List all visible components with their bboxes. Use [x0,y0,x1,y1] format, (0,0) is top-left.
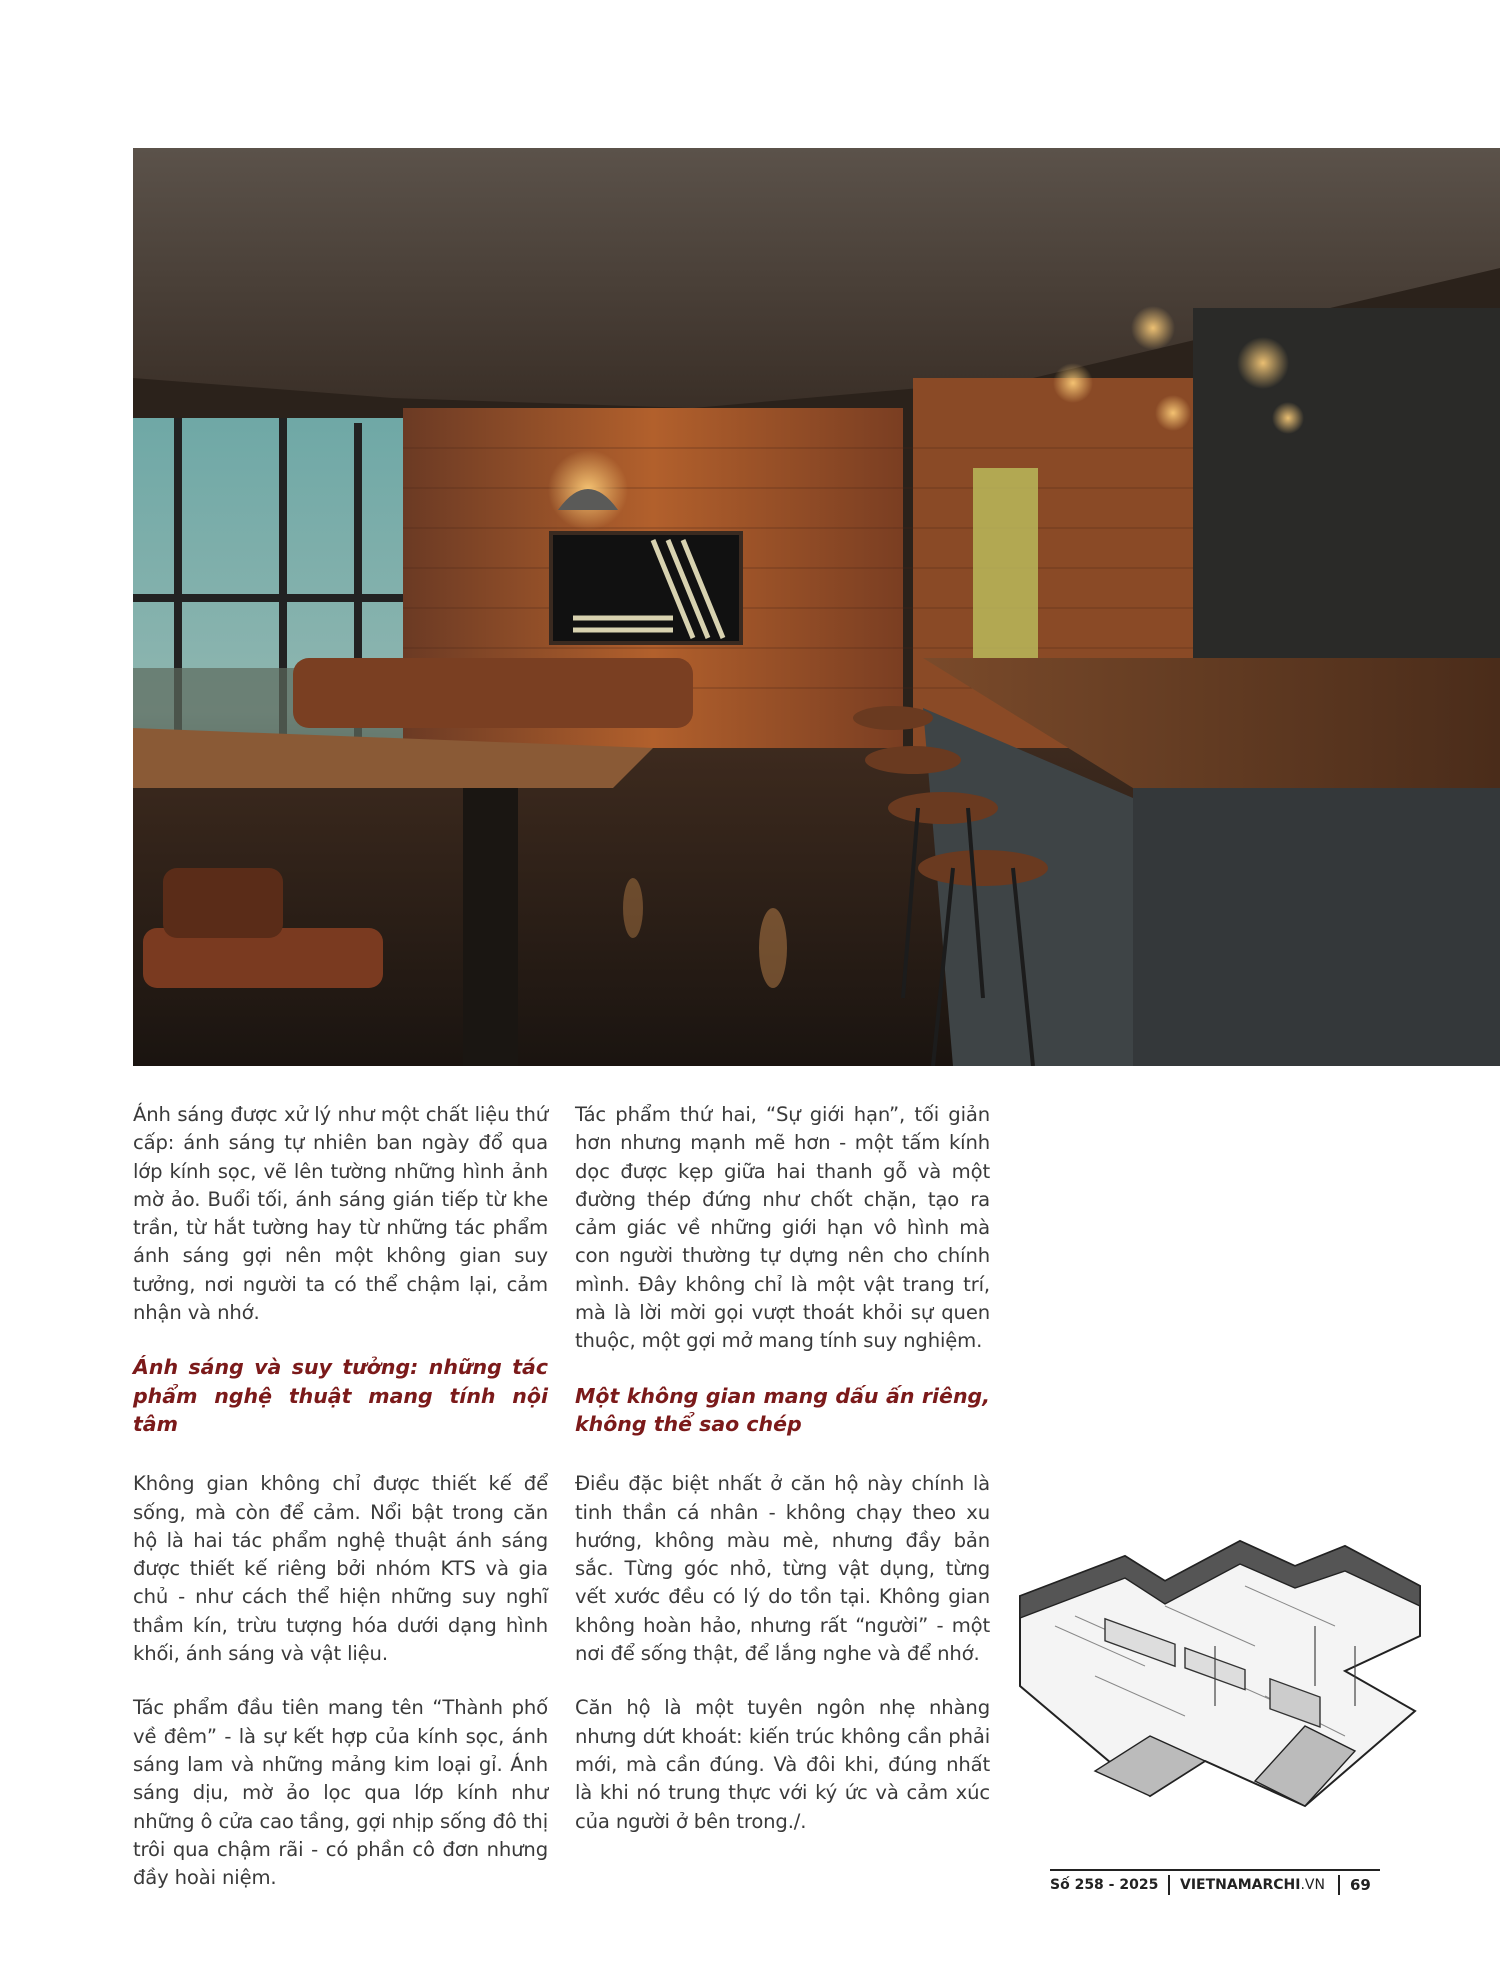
footer-rule [1050,1869,1380,1871]
page-number: 69 [1350,1876,1371,1894]
paragraph: Không gian không chỉ được thiết kế để sống, mà còn để cảm. Nổi bật trong căn hộ là hai tác phẩm nghệ thuật ánh sáng được thiết kế riêng bởi nhóm KTS và gia chủ - như cách thể hiện những suy nghĩ thầm kín, trừu tượng hóa dưới dạng hình khối, ánh sáng và vật liệu. [133,1472,548,1666]
footer-divider [1338,1875,1340,1895]
paragraph: Ánh sáng được xử lý như một chất liệu thứ cấp: ánh sáng tự nhiên ban ngày đổ qua lớp kính sọc, vẽ lên tường những hình ảnh mờ ảo. Buổi tối, ánh sáng gián tiếp từ khe trần, từ hắt tường hay từ những tác phẩm ánh sáng gợi nên một không gian suy tưởng, nơi người ta có thể chậm lại, cảm nhận và nhớ. [133,1103,548,1325]
site-name-tail: .VN [1300,1877,1325,1893]
paragraph: Căn hộ là một tuyên ngôn nhẹ nhàng nhưng dứt khoát: kiến trúc không cần phải mới, mà cần đúng. Và đôi khi, đúng nhất là khi nó trung thực với ký ức và cảm xúc của người ở bên trong./. [575,1696,990,1833]
page-footer [1050,1869,1380,1895]
isometric-floor-plan [1015,1526,1425,1826]
paragraph: Điều đặc biệt nhất ở căn hộ này chính là tinh thần cá nhân - không chạy theo xu hướng, không màu mè, nhưng đầy bản sắc. Từng góc nhỏ, từng vật dụng, từng vết xước đều có lý do tồn tại. Không gian không hoàn hảo, nhưng rất “người” - một nơi để sống thật, để lắng nghe và để nhớ. [575,1472,990,1666]
text-column-left [133,1101,548,1918]
paragraph: Tác phẩm thứ hai, “Sự giới hạn”, tối giản hơn nhưng mạnh mẽ hơn - một tấm kính dọc được kẹp giữa hai thanh gỗ và một đường thép đứng như chốt chặn, tạo ra cảm giác về những giới hạn vô hình mà con người thường tự dựng nên cho chính mình. Đây không chỉ là một vật trang trí, mà là lời mời gọi vượt thoát khỏi sự quen thuộc, một gợi mở mang tính suy nghiệm. [575,1103,990,1353]
site-name [1180,1877,1325,1893]
site-name-bold: VIETNAMARCHI [1180,1877,1301,1893]
section-heading: Một không gian mang dấu ấn riêng, không thể sao chép [575,1383,990,1436]
interior-photo [133,148,1500,1066]
issue-number: Số 258 - 2025 [1050,1877,1159,1893]
section-heading: Ánh sáng và suy tưởng: những tác phẩm nghệ thuật mang tính nội tâm [133,1355,548,1436]
paragraph: Tác phẩm đầu tiên mang tên “Thành phố về đêm” - là sự kết hợp của kính sọc, ánh sáng lam và những mảng kim loại gỉ. Ánh sáng dịu, mờ ảo lọc qua lớp kính như những ô cửa cao tầng, gợi nhịp sống đô thị trôi qua chậm rãi - có phần cô đơn nhưng đầy hoài niệm. [133,1696,548,1890]
footer-divider [1168,1875,1170,1895]
text-column-middle [575,1101,990,1862]
